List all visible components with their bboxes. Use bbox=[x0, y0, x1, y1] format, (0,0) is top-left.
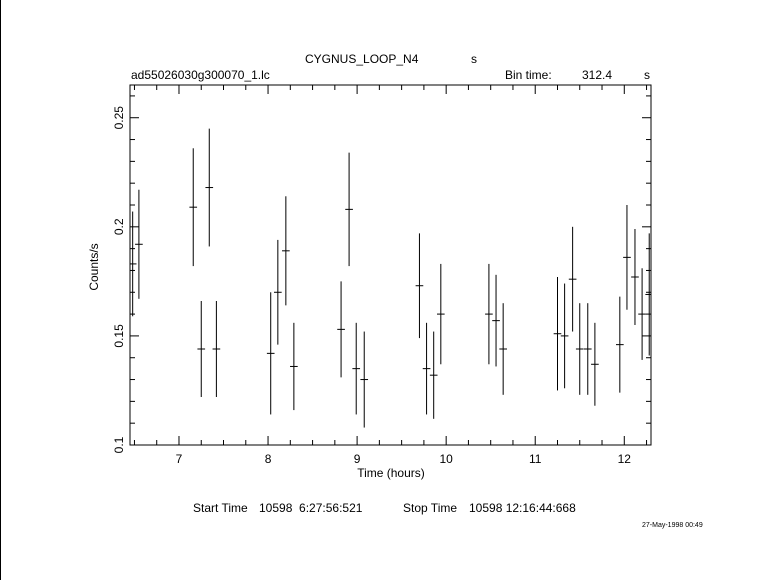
data-point bbox=[616, 297, 624, 393]
data-point bbox=[135, 190, 143, 299]
axis-tick-labels bbox=[112, 106, 631, 466]
data-point bbox=[591, 323, 599, 406]
data-point bbox=[645, 233, 651, 355]
x-tick-label: 7 bbox=[175, 452, 183, 466]
start-time-label: Start Time bbox=[193, 501, 248, 515]
x-tick-label: 11 bbox=[528, 452, 542, 466]
x-axis-label: Time (hours) bbox=[357, 466, 425, 480]
object-title: CYGNUS_LOOP_N4 bbox=[305, 52, 419, 66]
data-point bbox=[360, 332, 368, 428]
stop-time-label: Stop Time bbox=[403, 501, 458, 515]
bin-time-value: 312.4 bbox=[582, 68, 613, 82]
y-tick-label: 0.25 bbox=[112, 106, 126, 130]
data-point bbox=[554, 277, 562, 390]
data-point bbox=[569, 227, 577, 332]
data-point bbox=[423, 323, 431, 415]
data-point bbox=[638, 268, 646, 360]
data-point bbox=[430, 332, 438, 419]
date-stamp: 27-May-1998 00:49 bbox=[642, 522, 703, 529]
data-point bbox=[492, 275, 500, 367]
data-point bbox=[623, 205, 631, 310]
data-point bbox=[197, 301, 205, 397]
x-tick-label: 8 bbox=[264, 452, 272, 466]
y-tick-label: 0.2 bbox=[112, 218, 126, 236]
object-title-unit: s bbox=[471, 52, 477, 66]
data-point bbox=[352, 323, 360, 415]
data-point bbox=[337, 281, 345, 377]
data-points bbox=[130, 129, 651, 428]
x-tick-label: 10 bbox=[439, 452, 453, 466]
stop-time-value: 10598 12:16:44:668 bbox=[469, 501, 576, 515]
x-tick-label: 12 bbox=[617, 452, 631, 466]
data-point bbox=[282, 196, 290, 305]
y-tick-label: 0.1 bbox=[112, 436, 126, 454]
filename-label: ad55026030g300070_1.lc bbox=[131, 68, 270, 82]
data-point bbox=[584, 303, 592, 395]
data-point bbox=[267, 292, 275, 414]
bin-time-label: Bin time: bbox=[505, 68, 552, 82]
data-point bbox=[213, 301, 221, 397]
data-point bbox=[485, 264, 493, 364]
data-point bbox=[189, 148, 197, 266]
data-point bbox=[205, 129, 213, 247]
data-point bbox=[499, 303, 507, 395]
data-point bbox=[437, 264, 445, 364]
data-point bbox=[290, 323, 298, 410]
y-tick-label: 0.15 bbox=[112, 324, 126, 348]
data-point bbox=[631, 229, 639, 325]
x-tick-label: 9 bbox=[353, 452, 361, 466]
data-point bbox=[274, 240, 282, 345]
data-point bbox=[576, 303, 584, 395]
bin-time-unit: s bbox=[644, 68, 650, 82]
data-point bbox=[416, 233, 424, 338]
y-axis-label: Counts/s bbox=[87, 243, 101, 291]
start-time-value: 10598 6:27:56:521 bbox=[259, 501, 363, 515]
data-point bbox=[561, 284, 569, 389]
data-point bbox=[345, 153, 353, 266]
